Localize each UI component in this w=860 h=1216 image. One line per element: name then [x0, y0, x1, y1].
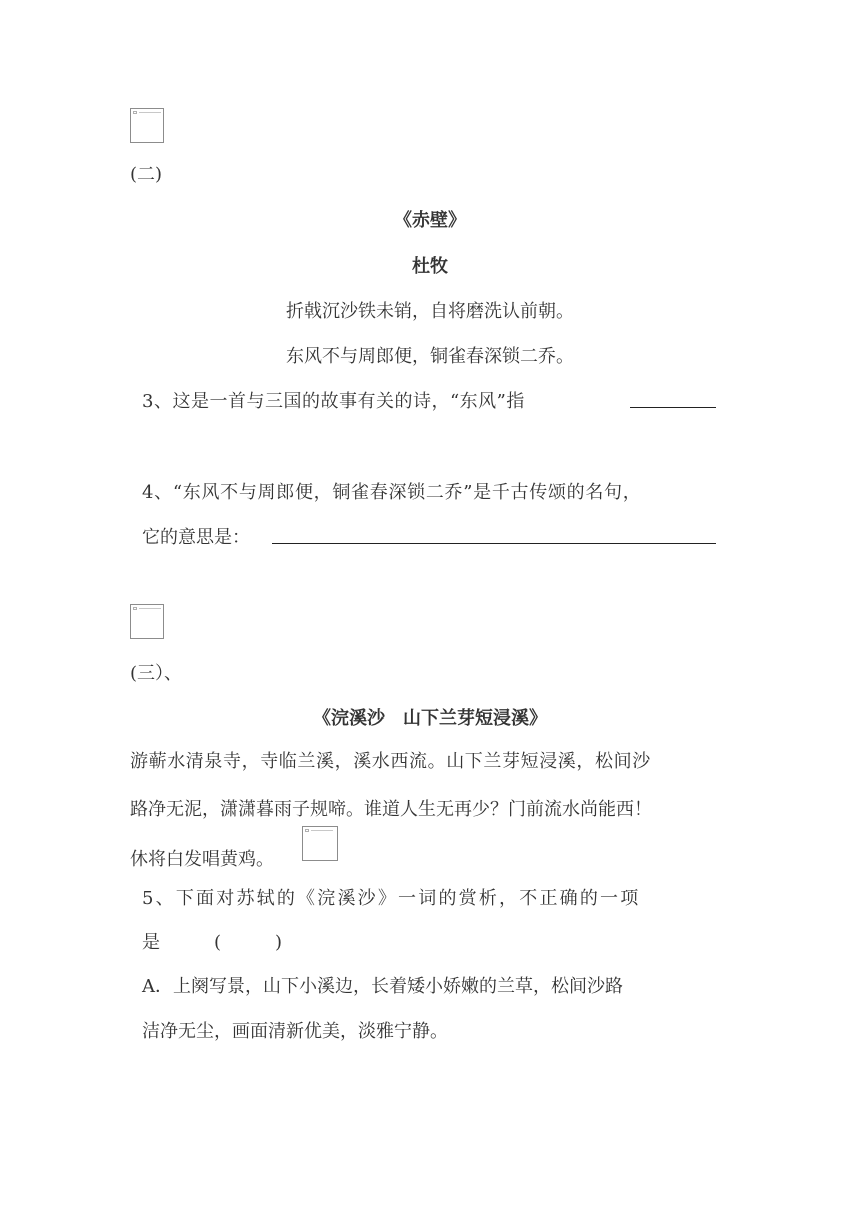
- poem-text-line-2: 路净无泥，潇潇暮雨子规啼。谁道人生无再少？门前流水尚能西！: [130, 799, 652, 820]
- answer-blank-q4[interactable]: [272, 543, 716, 544]
- section-label-3: (三）、: [130, 663, 183, 684]
- image-placeholder-2: [130, 604, 164, 639]
- poem-author: 杜牧: [412, 256, 448, 277]
- image-placeholder-1: [130, 108, 164, 143]
- question-5-line-1: 5、下面对苏轼的《浣溪沙》一词的赏析，不正确的一项: [142, 888, 641, 909]
- poem-title-chibi: 《赤壁》: [394, 210, 466, 231]
- question-4-line-1: 4、“东风不与周郎便，铜雀春深锁二乔”是千古传颂的名句，: [142, 482, 642, 503]
- section-label-2: (二): [130, 164, 163, 185]
- poem-line-2: 东风不与周郎便，铜雀春深锁二乔。: [286, 346, 574, 367]
- option-a-line-1: A．上阕写景，山下小溪边，长着矮小娇嫩的兰草，松间沙路: [142, 976, 623, 997]
- question-5-line-2: 是 ( ): [142, 932, 283, 953]
- option-a-line-2: 洁净无尘，画面清新优美，淡雅宁静。: [142, 1021, 448, 1042]
- question-3: 3、这是一首与三国的故事有关的诗，“东风”指: [142, 391, 525, 412]
- poem-title-huanxisha: 《浣溪沙 山下兰芽短浸溪》: [313, 708, 547, 729]
- answer-blank-q3[interactable]: [630, 407, 716, 408]
- poem-text-line-3: 休将白发唱黄鸡。: [130, 849, 274, 870]
- poem-line-1: 折戟沉沙铁未销，自将磨洗认前朝。: [286, 301, 574, 322]
- question-4-line-2: 它的意思是：: [142, 527, 250, 548]
- image-placeholder-3: [302, 826, 338, 861]
- poem-text-line-1: 游蕲水清泉寺，寺临兰溪，溪水西流。山下兰芽短浸溪，松间沙: [130, 751, 651, 772]
